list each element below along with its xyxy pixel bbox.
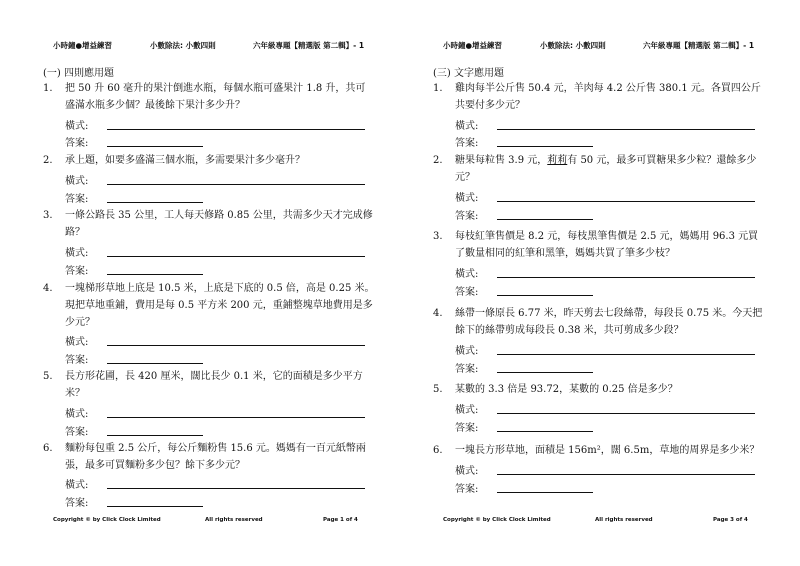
formula-label: 橫式:	[455, 121, 479, 132]
question-number: 1.	[433, 83, 443, 94]
question-text: 長方形花圃，長 420 厘米，闊比長少 0.1 米，它的面積是多少平方米？	[65, 371, 363, 399]
question-text: 雞肉每半公斤售 50.4 元，羊肉每 4.2 公斤售 380.1 元。各買四公斤共要付多少元？	[455, 83, 761, 111]
answer-line[interactable]	[497, 219, 593, 220]
question-number: 5.	[433, 384, 443, 395]
answer-line[interactable]	[107, 146, 203, 147]
question-number: 2.	[43, 155, 53, 166]
formula-label: 橫式:	[65, 337, 89, 348]
formula-line[interactable]	[497, 413, 755, 414]
question-text	[455, 152, 765, 186]
formula-line[interactable]	[107, 184, 365, 185]
question-number: 4.	[433, 308, 443, 319]
formula-line[interactable]	[107, 417, 365, 418]
brand-label: 小時鐘●增益練習	[443, 41, 503, 50]
question-text: 承上題，如要多盛滿三個水瓶，多需要果汁多少毫升？	[65, 155, 305, 166]
question-text: 一塊梯形草地上底是 10.5 米，上底是下底的 0.5 倍，高是 0.25 米。現把草地重鋪，費用是每 0.5 平方米 200 元，重鋪整塊草地費用是多少元？	[65, 283, 375, 328]
formula-label: 橫式:	[65, 176, 89, 187]
answer-label: 答案:	[455, 423, 479, 434]
answer-line[interactable]	[107, 274, 203, 275]
copyright-text: Copyright © by Click Clock Limited	[53, 517, 161, 523]
formula-line[interactable]	[107, 129, 365, 130]
formula-label: 橫式:	[65, 409, 89, 420]
student-name: 莉莉	[547, 155, 568, 166]
answer-label: 答案:	[65, 194, 89, 205]
formula-label: 橫式:	[455, 405, 479, 416]
question-text: 麵粉每包重 2.5 公斤，每公斤麵粉售 15.6 元。媽媽有一百元紙幣兩張，最多可買麵粉多少包？餘下多少元？	[65, 443, 366, 471]
page-footer	[443, 517, 763, 527]
answer-label: 答案:	[65, 355, 89, 366]
answer-label: 答案:	[455, 364, 479, 375]
brand-label: 小時鐘●增益練習	[53, 41, 113, 50]
formula-line[interactable]	[107, 345, 365, 346]
formula-label: 橫式:	[65, 121, 89, 132]
answer-label: 答案:	[65, 266, 89, 277]
page-footer	[53, 517, 373, 527]
formula-line[interactable]	[497, 277, 755, 278]
series-label: 六年級專題【精選版 第二輯】- 1	[643, 41, 755, 50]
answer-label: 答案:	[65, 498, 89, 509]
copyright-text: Copyright © by Click Clock Limited	[443, 517, 551, 523]
formula-line[interactable]	[497, 201, 755, 202]
formula-label: 橫式:	[455, 193, 479, 204]
formula-line[interactable]	[497, 354, 755, 355]
section-title: (一) 四則應用題	[43, 68, 114, 79]
answer-label: 答案:	[455, 484, 479, 495]
formula-label: 橫式:	[455, 466, 479, 477]
answer-line[interactable]	[107, 363, 203, 364]
answer-line[interactable]	[107, 506, 203, 507]
page-number: Page 1 of 4	[323, 517, 358, 523]
question-text: 一塊長方形草地，面積是 156m²，闊 6.5m，草地的周界是多少米？	[455, 445, 760, 456]
formula-label: 橫式:	[455, 269, 479, 280]
section-title: (三) 文字應用題	[433, 68, 504, 79]
page-header	[443, 40, 763, 54]
worksheet-page-left	[15, 0, 395, 566]
question-number: 5.	[43, 371, 53, 382]
worksheet-page-right	[405, 0, 785, 566]
question-number: 2.	[433, 155, 443, 166]
answer-line[interactable]	[107, 435, 203, 436]
question-text-part-a: 糖果每粒售 3.9 元，	[455, 155, 548, 166]
answer-line[interactable]	[497, 372, 593, 373]
answer-label: 答案:	[455, 211, 479, 222]
formula-line[interactable]	[497, 129, 755, 130]
answer-label: 答案:	[455, 138, 479, 149]
formula-label: 橫式:	[65, 480, 89, 491]
topic-label: 小數除法: 小數四則	[540, 41, 606, 50]
series-label: 六年級專題【精選版 第二輯】- 1	[253, 41, 365, 50]
question-number: 4.	[43, 283, 53, 294]
rights-text: All rights reserved	[595, 517, 653, 523]
formula-line[interactable]	[497, 474, 755, 475]
question-number: 3.	[43, 210, 53, 221]
question-text: 把 50 升 60 毫升的果汁倒進水瓶，每個水瓶可盛果汁 1.8 升，共可盛滿水瓶多少個？最後餘下果汁多少升？	[65, 83, 366, 111]
formula-label: 橫式:	[455, 346, 479, 357]
question-text: 絲帶一條原長 6.77 米，昨天剪去七段絲帶，每段長 0.75 米。今天把餘下的絲帶剪成每段長 0.38 米，共可剪成多少段？	[455, 308, 763, 336]
question-number: 1.	[43, 83, 53, 94]
answer-label: 答案:	[455, 287, 479, 298]
answer-line[interactable]	[497, 146, 593, 147]
question-text: 每枝紅筆售價是 8.2 元，每枝黑筆售價是 2.5 元，媽媽用 96.3 元買了數量相同的紅筆和黑筆，媽媽共買了筆多少枝？	[455, 231, 759, 259]
answer-line[interactable]	[107, 202, 203, 203]
formula-line[interactable]	[107, 256, 365, 257]
answer-label: 答案:	[65, 138, 89, 149]
question-text: 某數的 3.3 倍是 93.72，某數的 0.25 倍是多少？	[455, 384, 678, 395]
answer-label: 答案:	[65, 427, 89, 438]
question-text-part-b: 有 50 元，最多可買糖果多少粒？還餘多少元？	[455, 155, 757, 183]
rights-text: All rights reserved	[205, 517, 263, 523]
formula-line[interactable]	[107, 488, 365, 489]
answer-line[interactable]	[497, 492, 593, 493]
topic-label: 小數除法: 小數四則	[150, 41, 216, 50]
question-number: 3.	[433, 231, 443, 242]
page-header	[53, 40, 373, 54]
question-text: 一條公路長 35 公里，工人每天修路 0.85 公里，共需多少天才完成修路？	[65, 210, 373, 238]
page-number: Page 3 of 4	[713, 517, 748, 523]
question-number: 6.	[433, 445, 443, 456]
answer-line[interactable]	[497, 295, 593, 296]
question-number: 6.	[43, 443, 53, 454]
formula-label: 橫式:	[65, 248, 89, 259]
answer-line[interactable]	[497, 431, 593, 432]
